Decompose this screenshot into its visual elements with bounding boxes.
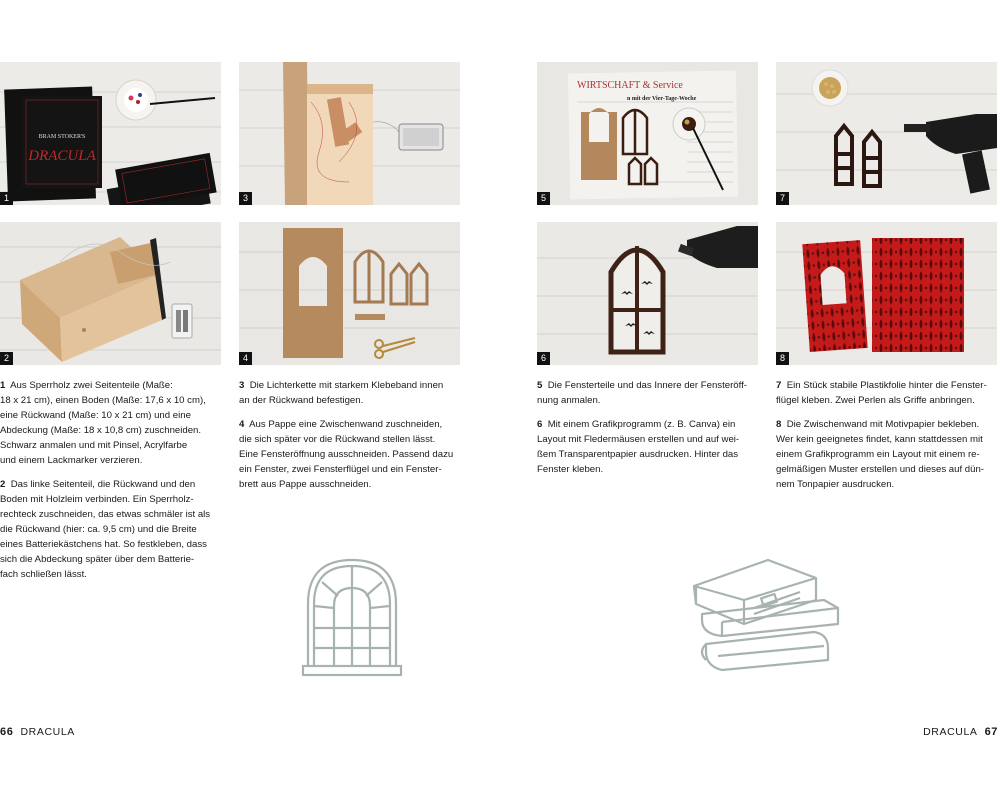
book-cover-title: DRACULA [28, 148, 96, 164]
step-text: Mit einem Grafikprogramm (z. B. Canva) ein Layout mit Fledermäusen erstellen und auf wei- ßem Transparentpapier ausdrucken. Hinter das Fenster kleben. [537, 419, 740, 475]
page-number-left: 66 [0, 726, 14, 738]
step-number: 5 [537, 380, 543, 391]
step-number: 7 [776, 380, 782, 391]
step-number: 2 [0, 479, 6, 490]
photo-step-8 [776, 222, 997, 365]
photo-step-7 [776, 62, 997, 205]
page-number-right: 67 [984, 726, 998, 738]
step-text: Aus Pappe eine Zwischenwand zuschneiden, die sich später vor die Rückwand stellen lässt. Eine Fensteröffnung ausschneiden. Passend dazu ein Fenster, zwei Fensterflügel und ein Fenster- brett aus Pappe ausschneiden. [239, 419, 454, 490]
newspaper-heading: WIRTSCHAFT & Service [577, 80, 683, 91]
step-5 [537, 378, 762, 408]
photo-step-2 [0, 222, 221, 365]
window-illustration [300, 552, 404, 680]
book-cover-author: BRAM STOKER'S [38, 134, 86, 140]
photo-number: 5 [537, 192, 550, 205]
step-1 [0, 378, 225, 468]
photo-number: 4 [239, 352, 252, 365]
running-title-left: DRACULA [20, 726, 75, 738]
footer-right [923, 726, 998, 738]
instructions-column-4 [776, 378, 1000, 501]
photo-number: 1 [0, 192, 13, 205]
step-number: 8 [776, 419, 782, 430]
photo-number: 3 [239, 192, 252, 205]
newspaper-subheading: n mit der Vier-Tage-Woche [627, 96, 697, 102]
step-number: 4 [239, 419, 245, 430]
photo-step-1 [0, 62, 221, 205]
photo-step-5 [537, 62, 758, 205]
step-text: Die Fensterteile und das Innere der Fensteröff- nung anmalen. [537, 380, 747, 406]
step-number: 3 [239, 380, 245, 391]
footer-left [0, 726, 75, 738]
books-illustration [688, 556, 844, 676]
step-text: Die Lichterkette mit starkem Klebeband innen an der Rückwand befestigen. [239, 380, 444, 406]
photo-number: 7 [776, 192, 789, 205]
photo-number: 8 [776, 352, 789, 365]
photo-number: 2 [0, 352, 13, 365]
photo-step-4 [239, 222, 460, 365]
instructions-column-3 [537, 378, 762, 486]
step-6 [537, 417, 762, 477]
step-number: 6 [537, 419, 543, 430]
step-7 [776, 378, 1000, 408]
step-text: Die Zwischenwand mit Motivpapier bekleben. Wer kein geeignetes findet, kann stattdessen mit einem Grafikprogramm ein Layout mit einem re- gelmäßigen Muster erstellen und dieses auf dün- nem Tonpapier ausdrucken. [776, 419, 984, 490]
step-2 [0, 477, 225, 582]
photo-step-3 [239, 62, 460, 205]
step-text: Ein Stück stabile Plastikfolie hinter die Fenster- flügel kleben. Zwei Perlen als Griffe anbringen. [776, 380, 987, 406]
step-text: Das linke Seitenteil, die Rückwand und den Boden mit Holzleim verbinden. Ein Sperrholz- rechteck zuschneiden, das etwas schmäler ist als die Rückwand (hier: ca. 9,5 cm) und die Breite eines Batteriekästchens hat. So festkleben, dass sich die Abdeckung später über dem Batterie- fach schließen lässt. [0, 479, 211, 580]
instructions-column-1 [0, 378, 225, 591]
step-8 [776, 417, 1000, 492]
photo-number: 6 [537, 352, 550, 365]
step-number: 1 [0, 380, 6, 391]
running-title-right: DRACULA [923, 726, 978, 738]
step-3 [239, 378, 464, 408]
photo-step-6 [537, 222, 758, 365]
step-text: Aus Sperrholz zwei Seitenteile (Maße: 18 x 21 cm), einen Boden (Maße: 17,6 x 10 cm), eine Rückwand (Maße: 10 x 21 cm) und eine Abdeckung (Maße: 18 x 10,8 cm) zuschneiden. Schwarz anmalen und mit Pinsel, Acrylfarbe und einem Lackmarker verzieren. [0, 380, 206, 466]
instructions-column-2 [239, 378, 464, 501]
step-4 [239, 417, 464, 492]
